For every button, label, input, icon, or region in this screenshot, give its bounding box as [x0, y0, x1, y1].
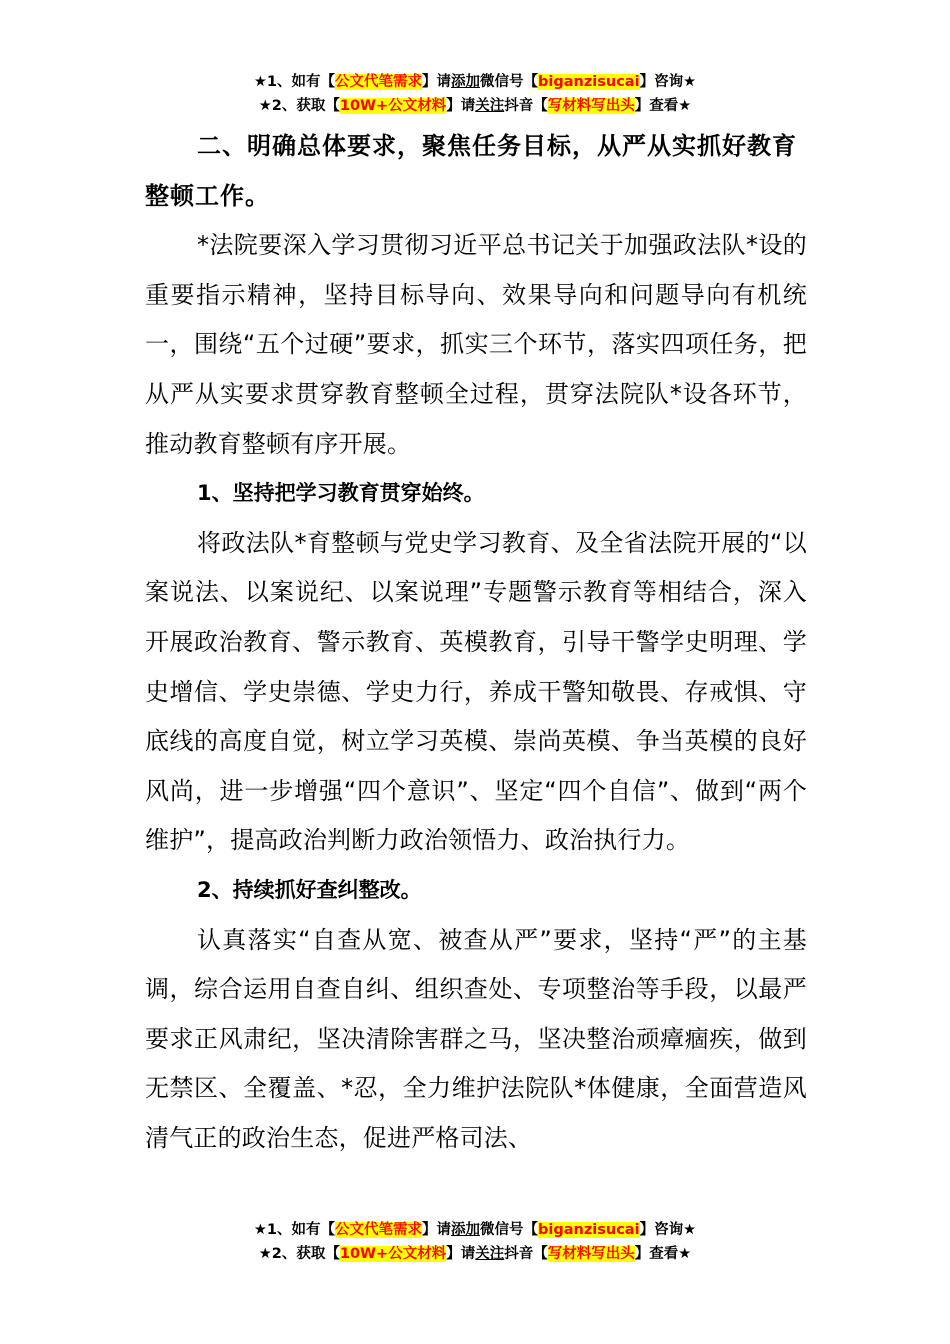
banner-text: 】咨询★ [639, 1222, 697, 1238]
banner-text: 】查看★ [634, 98, 692, 114]
banner-highlight: biganzisucai [538, 74, 640, 90]
paragraph: 将政法队*育整顿与党史学习教育、及全省法院开展的“以案说法、以案说纪、以案说理”专题警示教育等相结合，深入开展政治教育、警示教育、英模教育，引导干警学史明理、学史增信、学史崇德、学史力行，养成干警知敬畏、存戒惧、守底线的高度自觉，树立学习英模、崇尚英模、争当英模的良好风尚，进一步增强“四个意识”、坚定“四个自信”、做到“两个维护”，提高政治判断力政治领悟力、政治执行力。 [145, 528, 807, 855]
banner-text: ★2、获取【 [258, 98, 340, 114]
banner-underlined: 关注 [475, 1246, 505, 1262]
banner-text: 】请 [422, 1222, 452, 1238]
subheading: 2、持续抓好查纠整改。 [197, 877, 422, 902]
banner-text: 微信号【 [480, 1222, 539, 1238]
banner-text: 】查看★ [634, 1246, 692, 1262]
banner-text: 】请 [446, 1246, 476, 1262]
banner-highlight: 公文代笔需求 [335, 74, 423, 90]
banner-line-1 [0, 70, 950, 94]
banner-text: 微信号【 [480, 74, 539, 90]
banner-text: 】咨询★ [639, 74, 697, 90]
banner-line-1 [0, 1218, 950, 1242]
document-body [145, 122, 807, 1163]
paragraph: 认真落实“自查从宽、被查从严”要求，坚持“严”的主基调，综合运用自查自纠、组织查处、专项整治等手段，以最严要求正风肃纪，坚决清除害群之马，坚决整治顽瘴痼疾，做到无禁区、全覆盖、*忍，全力维护法院队*体健康，全面营造风清气正的政治生态，促进严格司法、 [145, 925, 807, 1152]
banner-underlined: 关注 [475, 98, 505, 114]
banner-highlight: 10W+公文材料 [339, 98, 447, 114]
banner-line-2 [0, 1242, 950, 1266]
banner-text: 】请 [422, 74, 452, 90]
banner-underlined: 添加 [451, 1222, 481, 1238]
banner-text: ★1、如有【 [253, 74, 336, 90]
banner-highlight: 写材料写出头 [547, 98, 635, 114]
banner-underlined: 添加 [451, 74, 481, 90]
subheading: 1、坚持把学习教育贯穿始终。 [197, 481, 485, 506]
banner-text: ★1、如有【 [253, 1222, 336, 1238]
banner-highlight: 公文代笔需求 [335, 1222, 423, 1238]
banner-text: ★2、获取【 [258, 1246, 340, 1262]
section-heading: 二、明确总体要求，聚焦任务目标，从严从实抓好教育整顿工作。 [145, 132, 797, 210]
banner-highlight: 写材料写出头 [547, 1246, 635, 1262]
banner-text: 抖音【 [504, 98, 548, 114]
bottom-banner [0, 1218, 950, 1266]
banner-line-2 [0, 94, 950, 118]
banner-text: 抖音【 [504, 1246, 548, 1262]
paragraph: *法院要深入学习贯彻习近平总书记关于加强政法队*设的重要指示精神，坚持目标导向、效果导向和问题导向有机统一，围绕“五个过硬”要求，抓实三个环节，落实四项任务，把从严从实要求贯穿教育整顿全过程，贯穿法院队*设各环节，推动教育整顿有序开展。 [145, 231, 807, 458]
banner-text: 】请 [446, 98, 476, 114]
top-banner [0, 70, 950, 118]
banner-highlight: biganzisucai [538, 1222, 640, 1238]
banner-highlight: 10W+公文材料 [339, 1246, 447, 1262]
